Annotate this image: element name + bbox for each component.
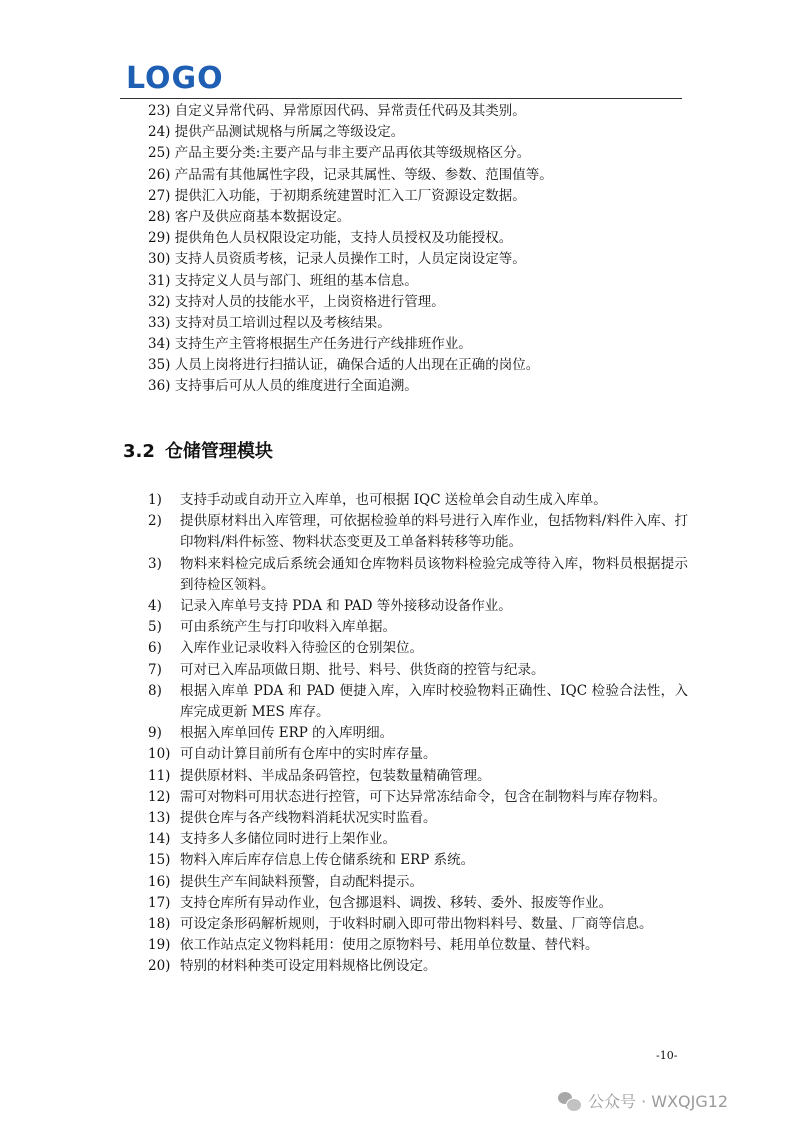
watermark-text: 公众号 · WXQJG12 bbox=[588, 1092, 729, 1111]
item-number: 1) bbox=[148, 492, 162, 508]
item-text: 支持多人多储位同时进行上架作业。 bbox=[180, 831, 396, 848]
item-text: 物料来料检完成后系统会通知仓库物料员该物料检验完成等待入库，物料员根据提示到待检区领料。 bbox=[180, 555, 688, 593]
list-item: 33) 支持对员工培训过程以及考核结果。 bbox=[148, 314, 391, 331]
item-number: 18) bbox=[148, 916, 171, 933]
list-item: 27) 提供汇入功能，于初期系统建置时汇入工厂资源设定数据。 bbox=[148, 187, 526, 204]
item-number: 13) bbox=[148, 810, 171, 827]
section-heading bbox=[123, 440, 273, 464]
item-number: 19) bbox=[148, 937, 171, 954]
list-item bbox=[148, 893, 688, 914]
item-text: 提供原材料、半成品条码管控，包装数量精确管理。 bbox=[180, 767, 491, 784]
warehouse-requirements-list bbox=[148, 490, 688, 978]
item-number: 12) bbox=[148, 788, 171, 805]
item-text: 物料入库后库存信息上传仓储系统和 ERP 系统。 bbox=[180, 852, 475, 869]
list-item bbox=[148, 850, 688, 871]
page-number: -10- bbox=[656, 1049, 678, 1062]
item-number: 11) bbox=[148, 767, 171, 784]
list-item bbox=[148, 744, 688, 765]
list-item bbox=[148, 787, 688, 808]
list-item: 34) 支持生产主管将根据生产任务进行产线排班作业。 bbox=[148, 336, 472, 353]
item-text: 提供原材料出入库管理，可依据检验单的料号进行入库作业，包括物料/料件入库、打印物料/料件标签、物料状态变更及工单备料转移等功能。 bbox=[180, 513, 688, 551]
item-text: 根据入库单 PDA 和 PAD 便捷入库，入库时校验物料正确性、IQC 检验合法性，入库完成更新 MES 库存。 bbox=[180, 682, 688, 721]
list-item: 36) 支持事后可从人员的维度进行全面追溯。 bbox=[148, 378, 418, 395]
list-item: 25) 产品主要分类:主要产品与非主要产品再依其等级规格区分。 bbox=[148, 145, 531, 162]
list-item bbox=[148, 872, 688, 893]
list-item: 24) 提供产品测试规格与所属之等级设定。 bbox=[148, 124, 405, 141]
item-number: 14) bbox=[148, 831, 171, 848]
item-number: 7) bbox=[148, 661, 162, 678]
item-text: 记录入库单号支持 PDA 和 PAD 等外接移动设备作业。 bbox=[180, 598, 512, 615]
list-item bbox=[148, 596, 688, 617]
item-text: 提供生产车间缺料预警，自动配料提示。 bbox=[180, 873, 423, 890]
list-item: 32) 支持对人员的技能水平，上岗资格进行管理。 bbox=[148, 293, 445, 310]
list-item bbox=[148, 723, 688, 744]
section-number: 3.2 bbox=[123, 441, 155, 462]
list-item: 30) 支持人员资质考核，记录人员操作工时，人员定岗设定等。 bbox=[148, 251, 526, 268]
list-item bbox=[148, 829, 688, 850]
list-item bbox=[148, 808, 688, 829]
list-item bbox=[148, 956, 688, 977]
item-number: 6) bbox=[148, 640, 162, 657]
item-number: 9) bbox=[148, 725, 162, 742]
list-item bbox=[148, 617, 688, 638]
list-item: 35) 人员上岗将进行扫描认证，确保合适的人出现在正确的岗位。 bbox=[148, 357, 540, 374]
item-text: 可由系统产生与打印收料入库单据。 bbox=[180, 619, 396, 636]
requirements-list-continued bbox=[148, 101, 688, 398]
list-item: 23) 自定义异常代码、异常原因代码、异常责任代码及其类别。 bbox=[148, 103, 526, 119]
item-number: 17) bbox=[148, 894, 171, 911]
list-item: 31) 支持定义人员与部门、班组的基本信息。 bbox=[148, 272, 418, 289]
list-item: 26) 产品需有其他属性字段，记录其属性、等级、参数、范围值等。 bbox=[148, 166, 553, 183]
item-text: 可对已入库品项做日期、批号、料号、供货商的控管与纪录。 bbox=[180, 661, 545, 678]
item-number: 20) bbox=[148, 958, 171, 975]
list-item bbox=[148, 766, 688, 787]
item-number: 5) bbox=[148, 619, 162, 636]
logo: LOGO bbox=[126, 61, 224, 96]
item-number: 2) bbox=[148, 513, 162, 530]
item-text: 入库作业记录收料入待验区的仓别架位。 bbox=[180, 640, 423, 657]
section-title-text: 仓储管理模块 bbox=[164, 441, 273, 462]
header-divider bbox=[120, 98, 682, 99]
list-item bbox=[148, 914, 688, 935]
item-number: 3) bbox=[148, 555, 162, 572]
item-number: 8) bbox=[148, 682, 162, 699]
item-text: 特别的材料种类可设定用料规格比例设定。 bbox=[180, 958, 437, 975]
item-number: 10) bbox=[148, 746, 171, 763]
item-text: 需可对物料可用状态进行控管，可下达异常冻结命令，包含在制物料与库存物料。 bbox=[180, 788, 666, 805]
list-item bbox=[148, 660, 688, 681]
watermark bbox=[558, 1089, 728, 1112]
item-text: 可自动计算目前所有仓库中的实时库存量。 bbox=[180, 746, 437, 763]
item-number: 4) bbox=[148, 598, 162, 615]
item-text: 提供仓库与各产线物料消耗状况实时监看。 bbox=[180, 810, 437, 827]
list-item bbox=[148, 490, 688, 511]
list-item bbox=[148, 681, 688, 723]
item-text: 支持仓库所有异动作业，包含挪退料、调拨、移转、委外、报废等作业。 bbox=[180, 894, 612, 911]
item-number: 15) bbox=[148, 852, 171, 869]
list-item bbox=[148, 511, 688, 553]
item-text: 根据入库单回传 ERP 的入库明细。 bbox=[180, 725, 394, 742]
item-text: 可设定条形码解析规则，于收料时刷入即可带出物料料号、数量、厂商等信息。 bbox=[180, 916, 653, 933]
item-number: 16) bbox=[148, 873, 171, 890]
item-text: 依工作站点定义物料耗用：使用之原物料号、耗用单位数量、替代料。 bbox=[180, 937, 599, 954]
list-item: 29) 提供角色人员权限设定功能，支持人员授权及功能授权。 bbox=[148, 230, 513, 247]
list-item bbox=[148, 554, 688, 596]
list-item bbox=[148, 638, 688, 659]
list-item: 28) 客户及供应商基本数据设定。 bbox=[148, 208, 351, 225]
wechat-icon bbox=[558, 1092, 580, 1110]
item-text: 支持手动或自动开立入库单，也可根据 IQC 送检单会自动生成入库单。 bbox=[180, 492, 607, 508]
list-item bbox=[148, 935, 688, 956]
